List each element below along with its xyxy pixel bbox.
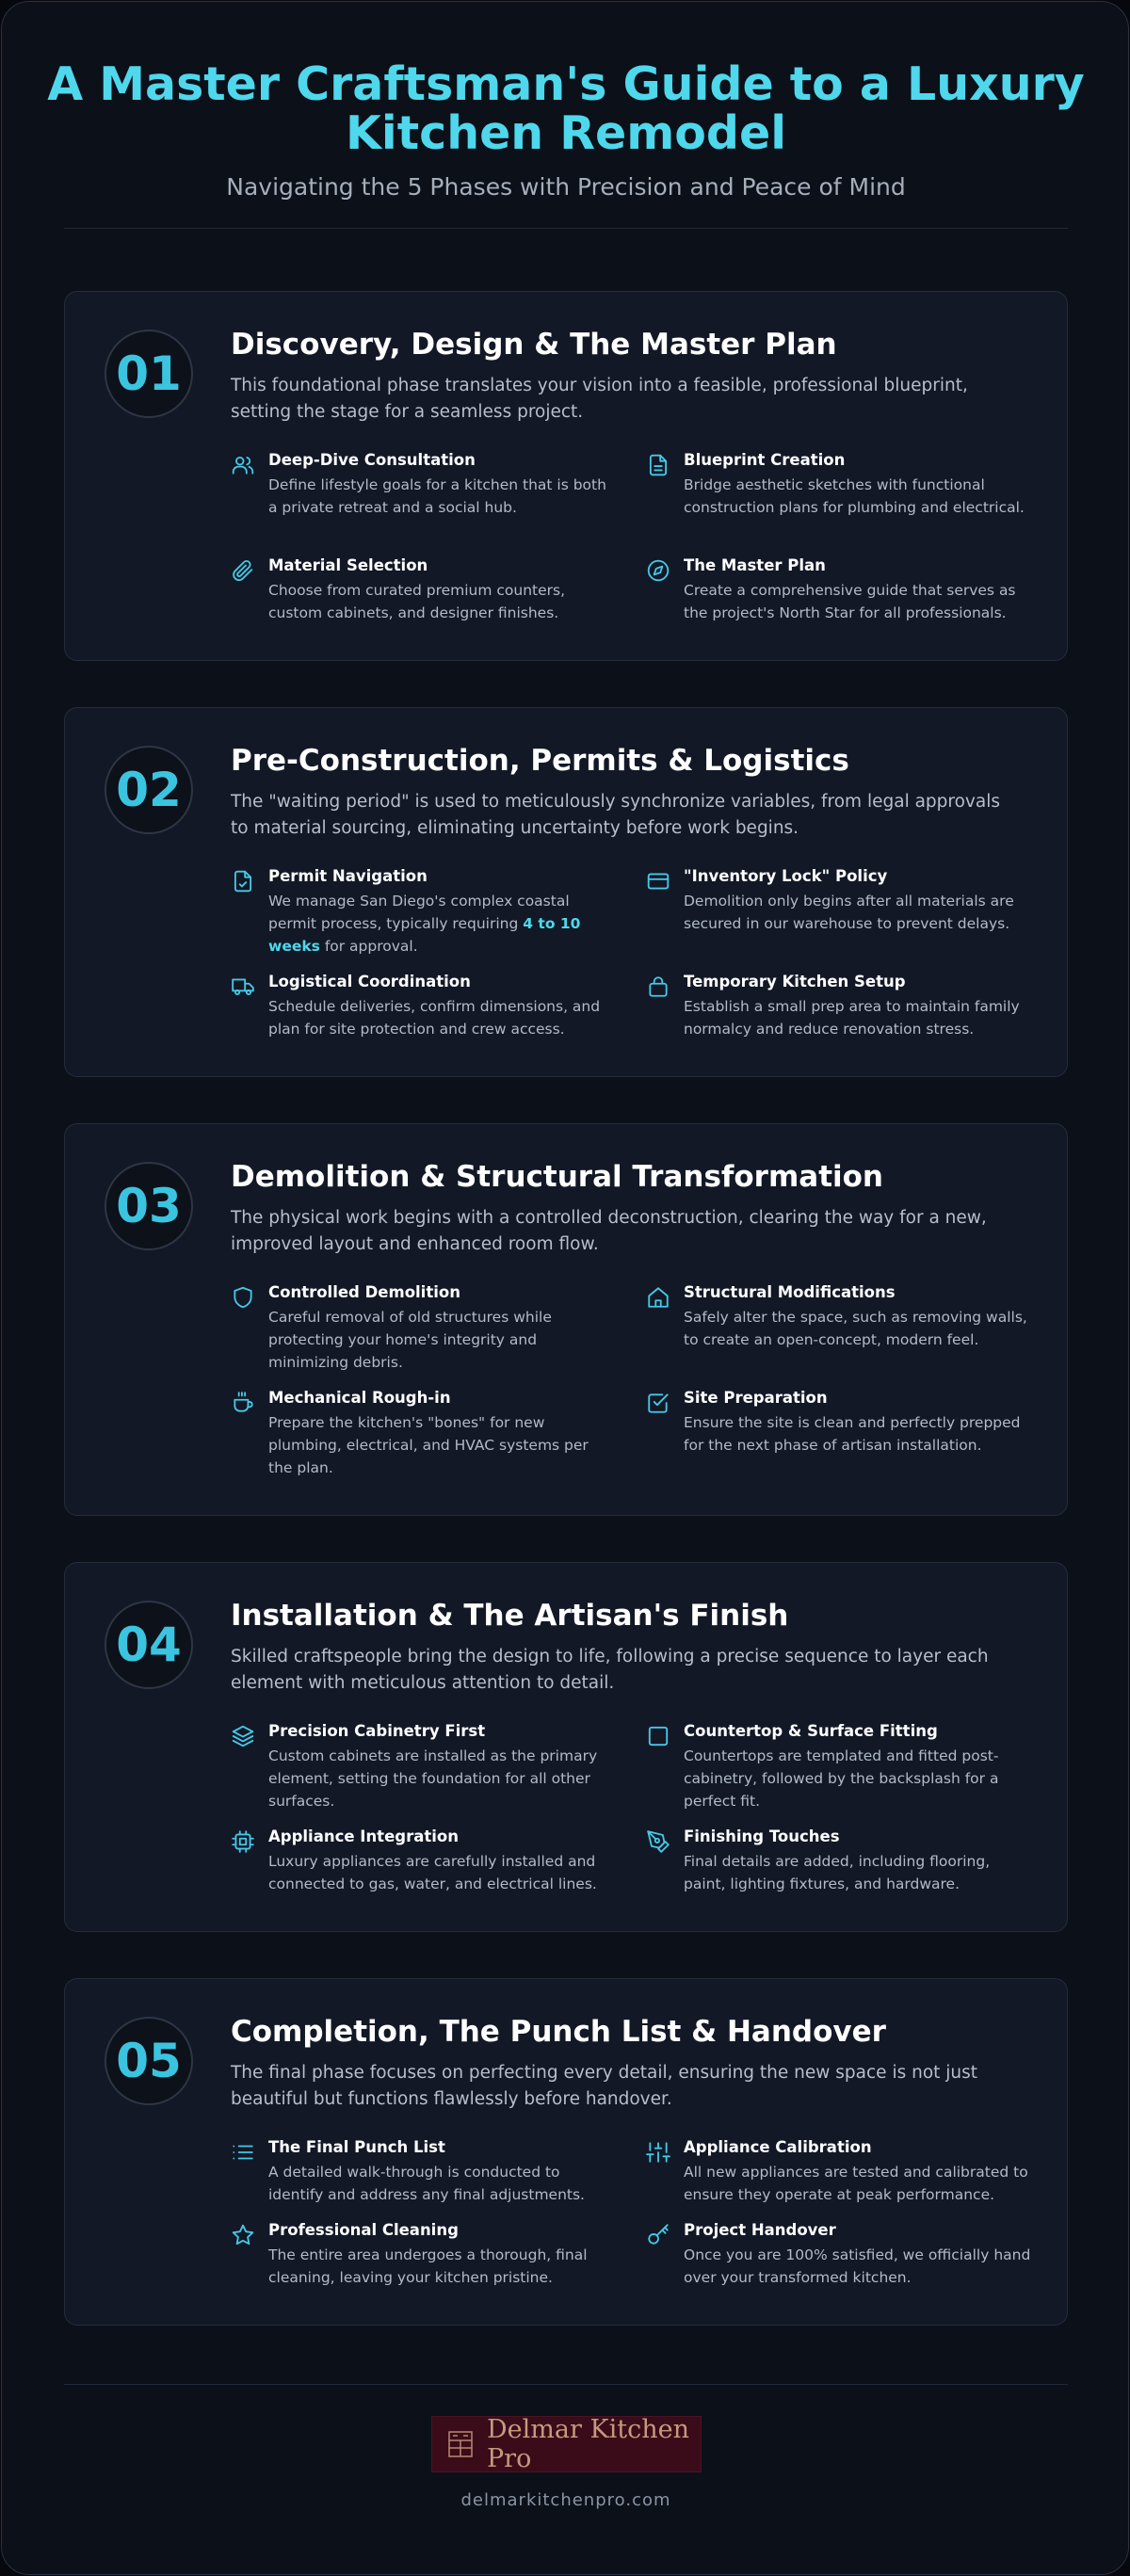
phase-description: The final phase focuses on perfecting every detail, ensuring the new space is not just beautiful but functions flawlessly before handover.	[231, 2063, 978, 2109]
layers-icon	[231, 1724, 255, 1748]
page-header	[2, 57, 1130, 201]
item-text: Careful removal of old structures while protecting your home's integrity and minimizing debris.	[268, 1309, 552, 1371]
sliders-icon	[646, 2140, 670, 2165]
item-text: Custom cabinets are installed as the primary element, setting the foundation for all other surfaces.	[268, 1747, 598, 1810]
phase-card-2	[64, 707, 1068, 1077]
phase-title: Installation & The Artisan's Finish	[231, 1599, 789, 1633]
item-text: Define lifestyle goals for a kitchen that is both a private retreat and a social hub.	[268, 476, 606, 516]
item-title: Mechanical Rough-in	[268, 1389, 451, 1407]
item-title: Professional Cleaning	[268, 2221, 459, 2239]
phase-card-1	[64, 291, 1068, 661]
item-title: Blueprint Creation	[684, 451, 846, 469]
phase-title: Discovery, Design & The Master Plan	[231, 328, 837, 362]
item-text: Schedule deliveries, confirm dimensions, and plan for site protection and crew access.	[268, 998, 601, 1038]
item-title: Structural Modifications	[684, 1283, 896, 1301]
item-title: Finishing Touches	[684, 1827, 840, 1845]
item-title: The Final Punch List	[268, 2138, 445, 2156]
list-icon	[231, 2140, 255, 2165]
item-title: Permit Navigation	[268, 867, 428, 885]
shield-icon	[231, 1285, 255, 1310]
website-link[interactable]: delmarkitchenpro.com	[460, 2490, 671, 2510]
item-text: Once you are 100% satisfied, we officially hand over your transformed kitchen.	[684, 2246, 1031, 2286]
item-title: Temporary Kitchen Setup	[684, 973, 906, 990]
footer-divider	[64, 2384, 1068, 2385]
permit-duration-highlight: 4 to 10 weeks	[268, 915, 581, 955]
item-title: Appliance Integration	[268, 1827, 459, 1845]
star-icon	[231, 2223, 255, 2247]
item-text-part: for approval.	[319, 938, 418, 955]
item-text	[268, 890, 617, 958]
coffee-icon	[231, 1391, 255, 1415]
item-text: All new appliances are tested and calibrated to ensure they operate at peak performance.	[684, 2164, 1028, 2203]
phase-number: 03	[105, 1162, 193, 1250]
page-title-text: A Master Craftsman's Guide to a Luxury Kitchen Remodel	[47, 57, 1085, 160]
key-icon	[646, 2223, 670, 2247]
item-title: Controlled Demolition	[268, 1283, 460, 1301]
item-title: Logistical Coordination	[268, 973, 471, 990]
item-text-part: We manage San Diego's complex coastal permit process, typically requiring	[268, 893, 570, 932]
item-text: Countertops are templated and fitted post-cabinetry, followed by the backsplash for a perfect fit.	[684, 1747, 999, 1810]
phase-description: This foundational phase translates your vision into a feasible, professional blueprint, setting the stage for a seamless project.	[231, 376, 968, 422]
item-title: Appliance Calibration	[684, 2138, 872, 2156]
item-text: Final details are added, including flooring, paint, lighting fixtures, and hardware.	[684, 1853, 991, 1892]
phase-card-3	[64, 1123, 1068, 1516]
phase-number: 05	[105, 2017, 193, 2105]
check-square-icon	[646, 1391, 670, 1415]
item-text: Establish a small prep area to maintain family normalcy and reduce renovation stress.	[684, 998, 1020, 1038]
item-text: Prepare the kitchen's "bones" for new plumbing, electrical, and HVAC systems per the plan.	[268, 1414, 589, 1476]
item-text: A detailed walk-through is conducted to identify and address any final adjustments.	[268, 2164, 585, 2203]
header-divider	[64, 228, 1068, 229]
phase-card-5	[64, 1978, 1068, 2326]
phase-description: Skilled craftspeople bring the design to life, following a precise sequence to layer each element with meticulous attention to detail.	[231, 1647, 989, 1693]
item-title: Site Preparation	[684, 1389, 828, 1407]
item-title: The Master Plan	[684, 556, 826, 574]
item-text: The entire area undergoes a thorough, final cleaning, leaving your kitchen pristine.	[268, 2246, 588, 2286]
home-icon	[646, 1285, 670, 1310]
phase-title: Completion, The Punch List & Handover	[231, 2015, 886, 2049]
phase-number: 02	[105, 746, 193, 834]
credit-card-icon	[646, 869, 670, 894]
phase-description: The physical work begins with a controlled deconstruction, clearing the way for a new, improved layout and enhanced room flow.	[231, 1208, 987, 1254]
item-title: Project Handover	[684, 2221, 836, 2239]
item-title: Precision Cabinetry First	[268, 1722, 486, 1740]
phase-title: Demolition & Structural Transformation	[231, 1160, 884, 1194]
item-text: Demolition only begins after all materials are secured in our warehouse to prevent delays.	[684, 893, 1014, 932]
cpu-icon	[231, 1829, 255, 1854]
square-icon	[646, 1724, 670, 1748]
document-icon	[646, 453, 670, 477]
phase-title: Pre-Construction, Permits & Logistics	[231, 744, 849, 778]
phase-number: 01	[105, 330, 193, 418]
compass-icon	[646, 558, 670, 583]
bag-icon	[646, 974, 670, 999]
users-icon	[231, 453, 255, 477]
item-text: Ensure the site is clean and perfectly prepped for the next phase of artisan installation.	[684, 1414, 1021, 1454]
company-logo[interactable]	[431, 2416, 702, 2472]
pen-tool-icon	[646, 1829, 670, 1854]
item-title: Countertop & Surface Fitting	[684, 1722, 938, 1740]
item-title: Material Selection	[268, 556, 428, 574]
page-title	[2, 57, 1130, 160]
kitchen-cabinet-icon	[447, 2430, 474, 2458]
paperclip-icon	[231, 558, 255, 583]
item-text: Bridge aesthetic sketches with functional construction plans for plumbing and electrical.	[684, 476, 1025, 516]
page-frame	[1, 1, 1129, 2575]
truck-icon	[231, 974, 255, 999]
item-text: Choose from curated premium counters, custom cabinets, and designer finishes.	[268, 582, 566, 621]
logo-text: Delmar Kitchen Pro	[487, 2415, 689, 2473]
phase-number: 04	[105, 1601, 193, 1689]
page-subtitle: Navigating the 5 Phases with Precision and Peace of Mind	[226, 173, 906, 201]
item-text: Luxury appliances are carefully installed and connected to gas, water, and electrical lines.	[268, 1853, 597, 1892]
item-text: Create a comprehensive guide that serves as the project's North Star for all professionals.	[684, 582, 1016, 621]
phase-description: The "waiting period" is used to meticulously synchronize variables, from legal approvals to material sourcing, eliminating uncertainty before work begins.	[231, 792, 1000, 838]
phase-card-4	[64, 1562, 1068, 1932]
item-title: Deep-Dive Consultation	[268, 451, 476, 469]
item-title: "Inventory Lock" Policy	[684, 867, 888, 885]
file-check-icon	[231, 869, 255, 894]
item-text: Safely alter the space, such as removing walls, to create an open-concept, modern feel.	[684, 1309, 1027, 1348]
